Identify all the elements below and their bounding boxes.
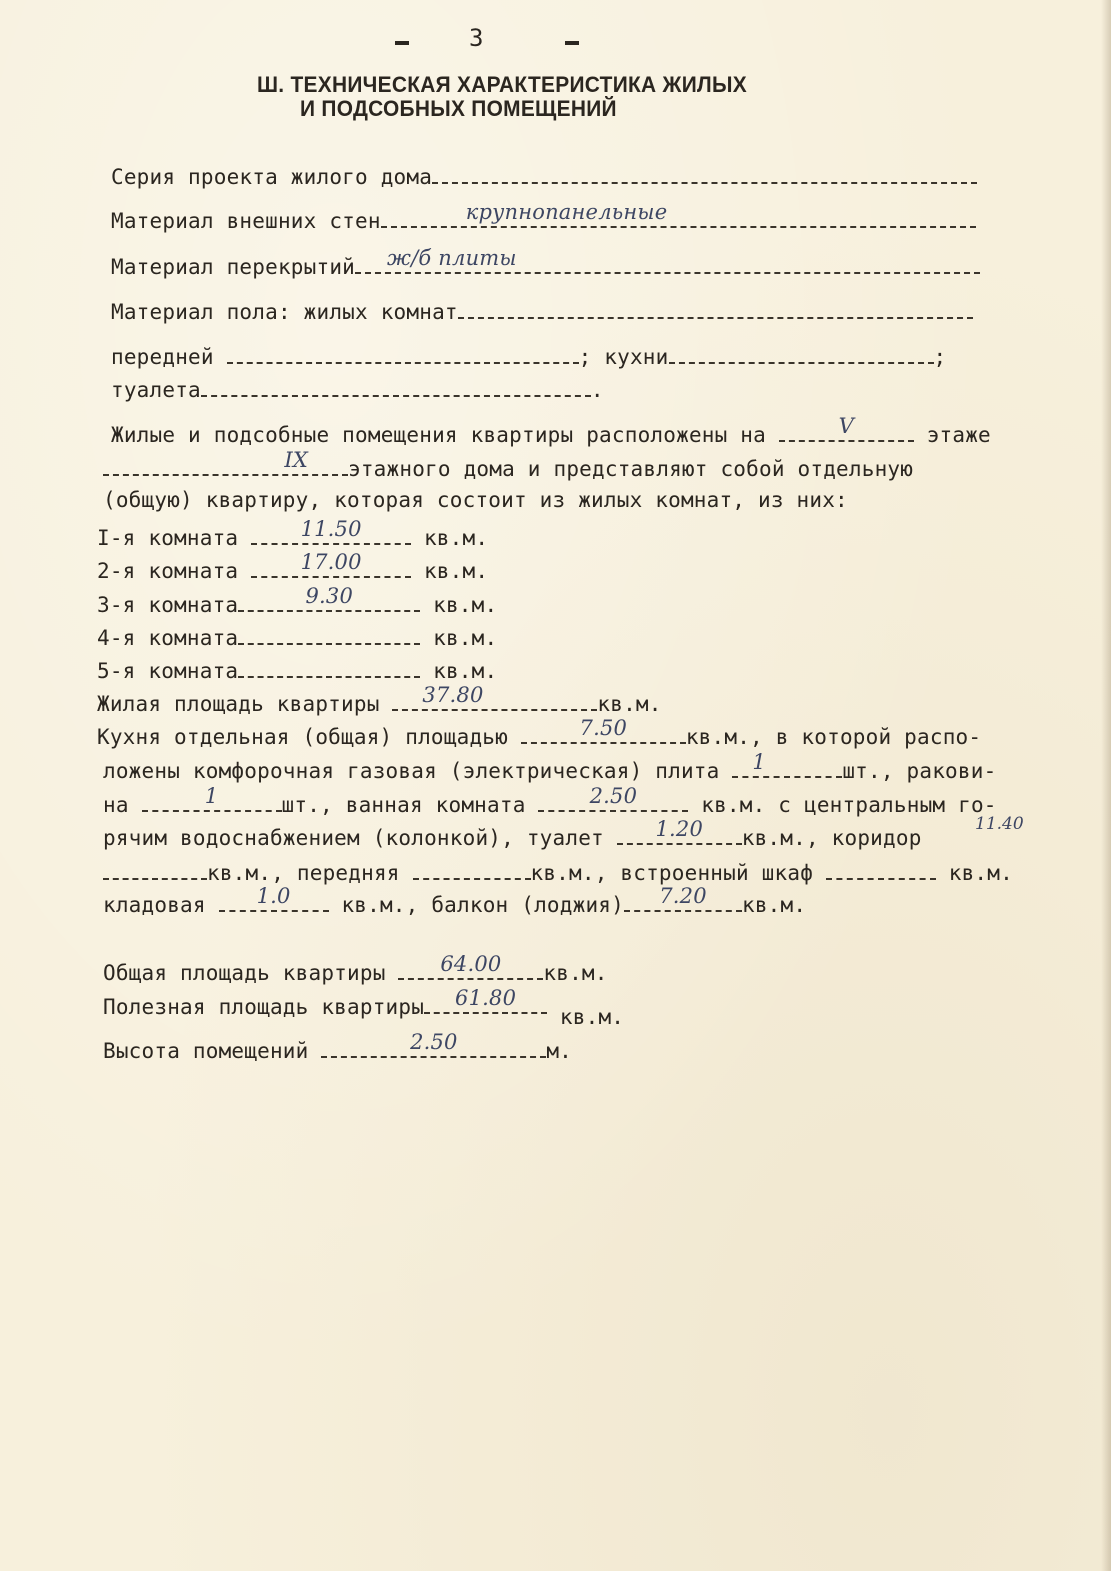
room-row [97, 584, 498, 617]
room-label: 2-я комната [97, 559, 239, 583]
toilet-row [111, 375, 604, 402]
kitchen-area-row [97, 716, 982, 749]
builtin-closet-unit: кв.м. [948, 861, 1013, 885]
wall-material-value: крупнопанельные [465, 200, 668, 224]
kitchen-area-field [521, 716, 686, 744]
total-area-row [103, 952, 608, 985]
bathroom-tail: кв.м. с центральным го- [701, 793, 997, 817]
room-area-field [238, 623, 420, 645]
stove-tail: шт., ракови- [842, 759, 997, 783]
front-hall-row [103, 858, 1013, 885]
stove-label: ложены комфорочная газовая (электрическая) плита [103, 759, 720, 783]
stove-field [732, 750, 842, 778]
page-number-dash-left [395, 41, 409, 45]
floor-living-rooms-label: Материал пола: жилых комнат [111, 300, 458, 324]
living-area-value: 37.80 [422, 683, 484, 707]
corridor-unit: кв.м., передняя [207, 861, 400, 885]
room-label: 3-я комната [97, 593, 239, 617]
living-area-row [97, 683, 662, 716]
floor-living-rooms-row [111, 297, 973, 324]
floor-slab-field [355, 246, 980, 274]
bathroom-area-field [538, 784, 688, 812]
sink-value: 1 [204, 784, 219, 808]
toilet-area-field [617, 817, 742, 845]
builtin-closet-field [826, 858, 936, 880]
floor-number-field [779, 414, 914, 442]
room-area-value: 17.00 [300, 550, 362, 574]
room-area-field [251, 517, 411, 545]
located-row [111, 414, 991, 447]
height-row [103, 1030, 573, 1063]
floor-slab-value: ж/б плиты [387, 246, 517, 270]
toilet-area-value: 1.20 [655, 817, 704, 841]
balcony-label: кв.м., балкон (лоджия) [341, 893, 624, 917]
total-area-field [398, 952, 543, 980]
room-label: 4-я комната [97, 626, 239, 650]
total-area-unit: кв.м. [543, 961, 608, 985]
room-row [97, 623, 497, 650]
apartment-row [103, 488, 848, 512]
project-series-field [432, 162, 977, 184]
bathroom-area-value: 2.50 [589, 784, 638, 808]
storage-field [219, 884, 329, 912]
corridor-area-value: 11.40 [975, 814, 1024, 834]
floor-slab-row [111, 246, 980, 279]
useful-area-value: 61.80 [455, 986, 517, 1010]
storeys-field [103, 448, 348, 476]
living-area-label: Жилая площадь квартиры [97, 692, 380, 716]
page-edge-shadow [1101, 0, 1111, 1571]
balcony-field [624, 884, 742, 912]
room-area-field [251, 550, 411, 578]
kitchen-label: кухни [604, 345, 669, 369]
builtin-closet-label: кв.м., встроенный шкаф [530, 861, 814, 885]
sink-tail: шт., ванная комната [281, 793, 526, 817]
corridor-label: кв.м., коридор [741, 826, 922, 850]
storage-value: 1.0 [256, 884, 291, 908]
sink-label: на [103, 793, 129, 817]
toilet-field [201, 375, 591, 397]
located-text: Жилые и подсобные помещения квартиры расположены на [111, 423, 766, 447]
room-unit: кв.м. [433, 626, 498, 650]
storey-text: этажного дома и представляют собой отдельную [348, 457, 914, 481]
useful-area-unit: кв.м. [559, 1005, 625, 1029]
room-label: I-я комната [97, 526, 239, 550]
balcony-value: 7.20 [659, 884, 707, 908]
wall-material-label: Материал внешних стен [111, 209, 381, 233]
storage-label: кладовая [103, 893, 206, 917]
page-number-dash-right [565, 41, 579, 45]
storage-balcony-row [103, 884, 807, 917]
useful-area-row [103, 986, 625, 1029]
stove-value: 1 [752, 750, 766, 774]
height-value: 2.50 [410, 1030, 458, 1054]
storeys-value: IX [284, 448, 308, 472]
sink-field [142, 784, 282, 812]
room-area-field [238, 584, 420, 612]
room-row [97, 550, 489, 583]
height-label: Высота помещений [103, 1039, 309, 1063]
room-label: 5-я комната [97, 659, 239, 683]
room-row [97, 656, 497, 683]
hall-label: передней [111, 345, 214, 369]
balcony-unit: кв.м. [742, 893, 807, 917]
kitchen-area-value: 7.50 [579, 716, 628, 740]
hall-semicolon: ; [578, 345, 592, 369]
sink-bathroom-row [103, 784, 997, 817]
front-hall-field [413, 858, 531, 880]
height-unit: м. [546, 1039, 573, 1063]
hall-field [227, 342, 579, 364]
hot-water-label: рячим водоснабжением (колонкой), туалет [103, 826, 604, 850]
room-row [97, 517, 489, 550]
floor-living-rooms-field [458, 297, 973, 319]
room-area-value: 11.50 [300, 517, 362, 541]
stove-row [103, 750, 997, 783]
room-area-field [238, 656, 420, 678]
kitchen-field [669, 342, 934, 364]
living-area-unit: кв.м. [597, 692, 662, 716]
project-series-row [111, 162, 977, 189]
page-number: 3 [469, 24, 484, 52]
room-unit: кв.м. [433, 593, 498, 617]
toilet-period: . [590, 378, 604, 402]
floor-word: этаже [926, 423, 991, 447]
total-area-value: 64.00 [440, 952, 502, 976]
wall-material-row [111, 200, 976, 233]
hot-water-row [103, 817, 922, 850]
room-unit: кв.м. [423, 559, 489, 583]
kitchen-area-label: Кухня отдельная (общая) площадью [97, 725, 508, 749]
useful-area-field [424, 986, 547, 1014]
living-area-field [392, 683, 597, 711]
corridor-area-field [103, 858, 207, 880]
total-area-label: Общая площадь квартиры [103, 961, 386, 985]
room-unit: кв.м. [423, 526, 489, 550]
room-area-value: 9.30 [305, 584, 354, 608]
height-field [321, 1030, 546, 1058]
storeys-row [103, 448, 914, 481]
hall-kitchen-row [111, 342, 946, 369]
floor-number-value: V [838, 414, 855, 438]
section-title-line2: И ПОДСОБНЫХ ПОМЕЩЕНИЙ [300, 96, 617, 121]
wall-material-field [381, 200, 976, 228]
project-series-label: Серия проекта жилого дома [111, 165, 433, 189]
section-title-line1: Ш. ТЕХНИЧЕСКАЯ ХАРАКТЕРИСТИКА ЖИЛЫХ [257, 72, 747, 97]
kitchen-area-tail: кв.м., в которой распо- [685, 725, 982, 749]
apartment-text: (общую) квартиру, которая состоит из жилых комнат, из них: [103, 488, 848, 512]
floor-slab-label: Материал перекрытий [111, 255, 356, 279]
toilet-label: туалета [111, 378, 201, 402]
kitchen-semicolon: ; [933, 345, 947, 369]
room-unit: кв.м. [433, 659, 498, 683]
useful-area-label: Полезная площадь квартиры [103, 995, 425, 1019]
